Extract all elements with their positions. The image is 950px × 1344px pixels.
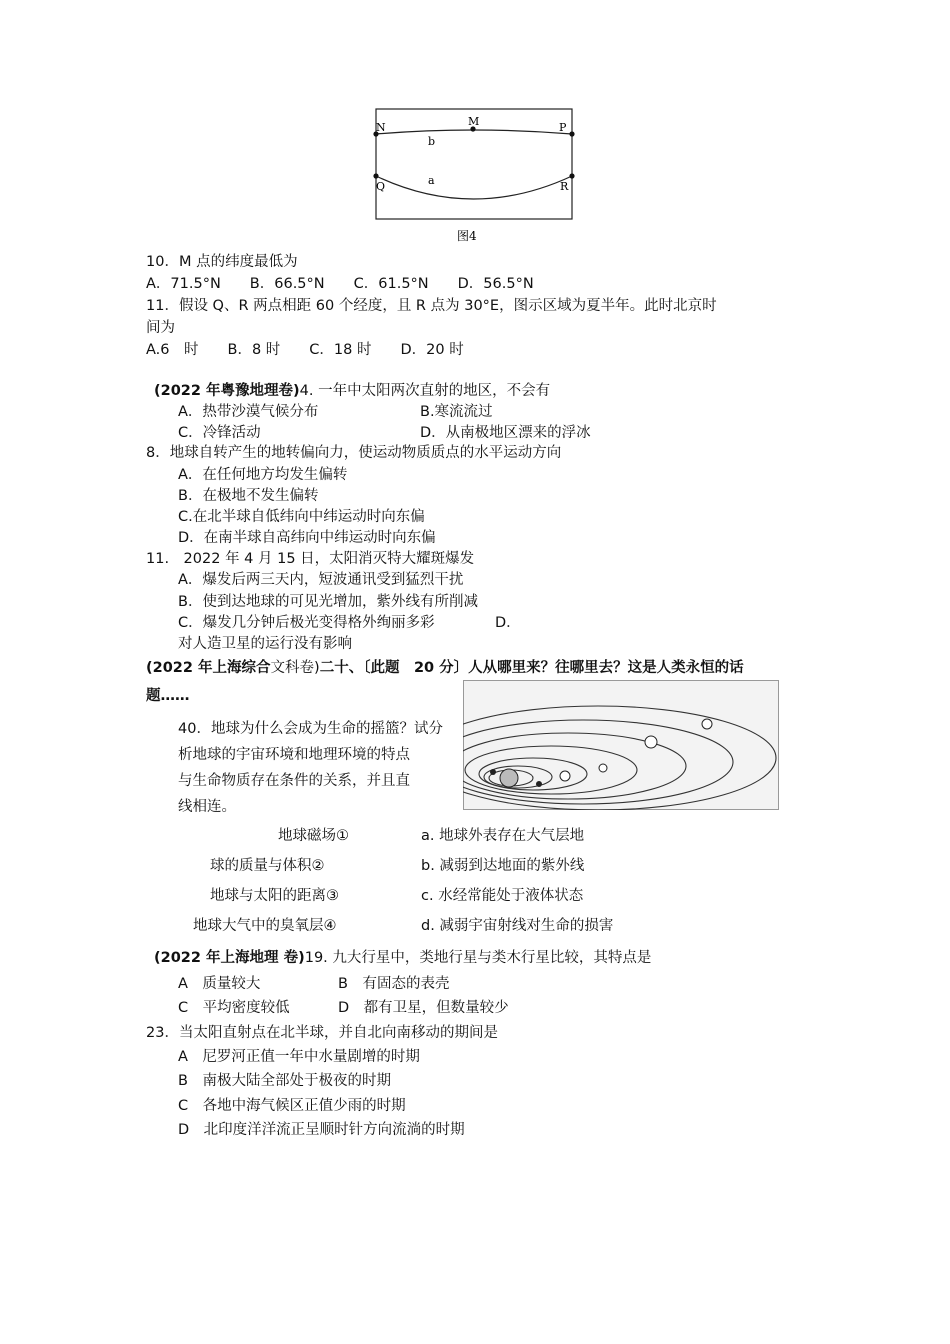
option-d: D．从南极地区漂来的浮冰 (420, 425, 591, 441)
q40-text (178, 716, 443, 820)
q19-option-c: C 平均密度较低 (178, 1000, 290, 1016)
label-a: a (428, 174, 435, 187)
label-p: P (559, 121, 567, 134)
q11-options: A.6 时 B．8 时 C．18 时 D．20 时 (146, 342, 464, 358)
shanghai-geo-q19 (154, 948, 651, 968)
q10-options: A．71.5°N B．66.5°N C．61.5°N D．56.5°N (146, 276, 534, 292)
q23-option-a: A 尼罗河正值一年中水量剧增的时期 (178, 1049, 420, 1065)
source-tag: (2022 年上海综合 (146, 660, 271, 676)
question-stem: 19. 九大行星中，类地行星与类木行星比较，其特点是 (304, 950, 652, 966)
planet-icon (645, 736, 657, 748)
q40-line: 与生命物质存在条件的关系，并且直 (178, 773, 410, 789)
section-title: 二十、〔此题 20 分〕人从哪里来？往哪里去？这是人类永恒的话 (319, 660, 744, 676)
label-b: b (428, 135, 436, 148)
label-q: Q (376, 180, 386, 193)
q8-option-c: C.在北半球自低纬向中纬运动时向东偏 (178, 509, 425, 525)
q23-option-d: D 北印度洋洋流正呈顺时针方向流淌的时期 (178, 1122, 465, 1138)
point-r (569, 173, 574, 178)
planet-icon (599, 764, 607, 772)
q8-option-d: D．在南半球自高纬向中纬运动时向东偏 (178, 530, 436, 546)
figure-caption: 图4 (457, 229, 477, 243)
q23-option-b: B 南极大陆全部处于极夜的时期 (178, 1073, 391, 1089)
sun-icon (500, 769, 518, 787)
yueyu-question (154, 381, 550, 401)
flare-stem: 11. 2022 年 4 月 15 日，太阳消灭特大耀斑爆发 (146, 551, 475, 567)
q8-stem: 8．地球自转产生的地转偏向力，使运动物质质点的水平运动方向 (146, 445, 562, 461)
point-p (569, 131, 574, 136)
q11-stem: 11．假设 Q、R 两点相距 60 个经度，且 R 点为 30°E，图示区域为夏半年。此时北京时 (146, 298, 717, 314)
label-m: M (468, 115, 480, 128)
q8-option-b: B．在极地不发生偏转 (178, 488, 319, 504)
source-tag: (2022 年上海地理 卷) (154, 950, 305, 966)
match-right: c. 水经常能处于液体状态 (421, 888, 584, 904)
q19-option-a: A 质量较大 (178, 976, 261, 992)
source-tag: (2022 年粤豫地理卷) (154, 383, 300, 399)
q19-option-d: D 都有卫星，但数量较少 (338, 1000, 509, 1016)
q40-line: 线相连。 (178, 799, 236, 815)
flare-option-c: C．爆发几分钟后极光变得格外绚丽多彩 (178, 615, 435, 631)
shanghai-comp-title (146, 658, 744, 678)
match-left: 地球磁场① (278, 828, 349, 844)
label-n: N (376, 121, 386, 134)
q40-line: 40．地球为什么会成为生命的摇篮？试分 (178, 721, 443, 737)
match-right: d. 减弱宇宙射线对生命的损害 (421, 918, 614, 934)
match-right: a. 地球外表存在大气层地 (421, 828, 585, 844)
curve-a (376, 176, 572, 199)
q10-stem: 10．M 点的纬度最低为 (146, 254, 298, 270)
option-b: B.寒流流过 (420, 404, 493, 420)
q23-option-c: C 各地中海气候区正值少雨的时期 (178, 1098, 406, 1114)
question-stem: 4. 一年中太阳两次直射的地区，不会有 (299, 383, 551, 399)
q11-stem-cont: 间为 (146, 320, 175, 336)
flare-option-d: 对人造卫星的运行没有影响 (178, 636, 352, 652)
match-left: 球的质量与体积② (210, 858, 325, 874)
solar-system-figure (463, 680, 779, 810)
source-tag-cont: 文科卷) (270, 660, 320, 676)
option-c: C．冷锋活动 (178, 425, 261, 441)
flare-option-a: A．爆发后两三天内，短波通讯受到猛烈干扰 (178, 572, 464, 588)
match-right: b. 减弱到达地面的紫外线 (421, 858, 585, 874)
figure-4 (360, 104, 590, 246)
planet-icon (536, 781, 542, 787)
label-r: R (560, 180, 569, 193)
match-left: 地球大气中的臭氧层④ (193, 918, 337, 934)
q19-option-b: B 有固态的表壳 (338, 976, 450, 992)
option-a: A．热带沙漠气候分布 (178, 404, 319, 420)
planet-icon (702, 719, 712, 729)
q8-option-a: A．在任何地方均发生偏转 (178, 467, 348, 483)
section-title-cont: 题…… (146, 688, 190, 704)
planet-icon (560, 771, 570, 781)
flare-option-b: B．使到达地球的可见光增加，紫外线有所削减 (178, 594, 478, 610)
point-q (373, 173, 378, 178)
planet-icon (490, 769, 496, 775)
match-left: 地球与太阳的距离③ (210, 888, 339, 904)
q23-stem: 23．当太阳直射点在北半球，并自北向南移动的期间是 (146, 1025, 498, 1041)
flare-option-d-label: D． (495, 615, 521, 631)
q40-line: 析地球的宇宙环境和地理环境的特点 (178, 747, 410, 763)
